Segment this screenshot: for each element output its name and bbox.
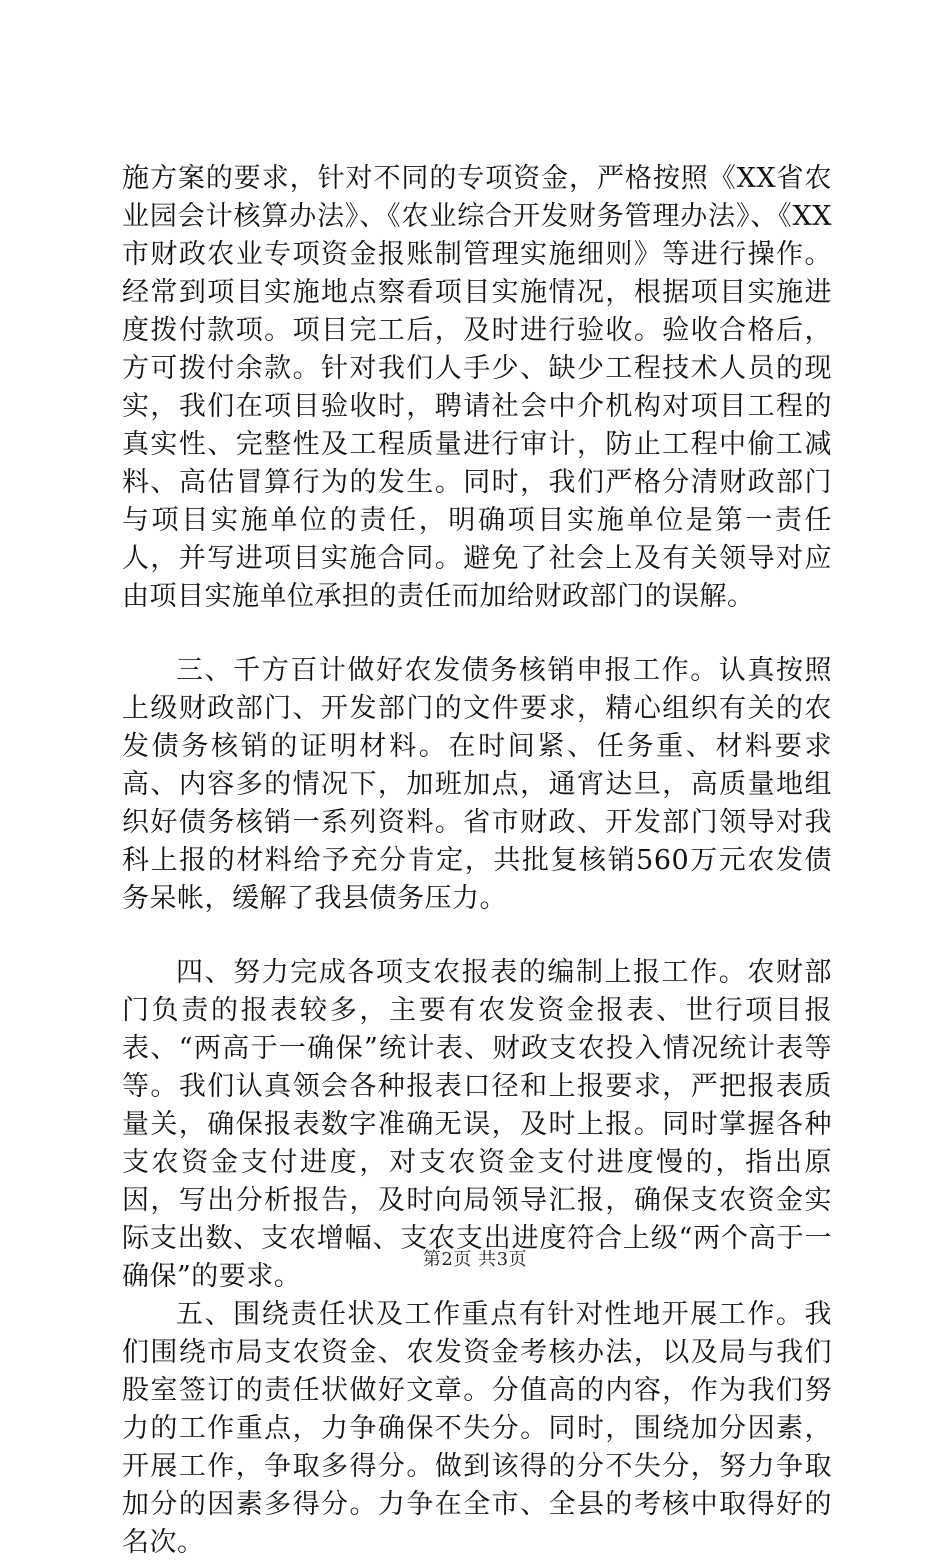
- paragraph-section-four: 四、努力完成各项支农报表的编制上报工作。农财部门负责的报表较多，主要有农发资金报表、世行项目报表、“两高于一确保”统计表、财政支农投入情况统计表等等。我们认真领会各种报表口径和上报要求，严把报表质量关，确保报表数字准确无误，及时上报。同时掌握各种支农资金支付进度，对支农资金支付进度慢的，指出原因，写出分析报告，及时向局领导汇报，确保支农资金实际支出数、支农增幅、支农支出进度符合上级“两个高于一确保”的要求。: [122, 957, 832, 1292]
- paragraph-spacer: [122, 918, 832, 954]
- paragraph-spacer: [122, 616, 832, 652]
- paragraph-section-five: 五、围绕责任状及工作重点有针对性地开展工作。我们围绕市局支农资金、农发资金考核办法，以及局与我们股室签订的责任状做好文章。分值高的内容，作为我们努力的工作重点，力争确保不失分。同时，围绕加分因素，开展工作，争取多得分。做到该得的分不失分，努力争取加分的因素多得分。力争在全市、全县的考核中取得好的名次。: [122, 1299, 832, 1558]
- paragraph-continuation: 施方案的要求，针对不同的专项资金，严格按照《XX省农业园会计核算办法》、《农业综合开发财务管理办法》、《XX市财政农业专项资金报账制管理实施细则》等进行操作。经常到项目实施地点察看项目实施情况，根据项目实施进度拨付款项。项目完工后，及时进行验收。验收合格后，方可拨付余款。针对我们人手少、缺少工程技术人员的现实，我们在项目验收时，聘请社会中介机构对项目工程的真实性、完整性及工程质量进行审计，防止工程中偷工减料、高估冒算行为的发生。同时，我们严格分清财政部门与项目实施单位的责任，明确项目实施单位是第一责任人，并写进项目实施合同。避免了社会上及有关领导对应由项目实施单位承担的责任而加给财政部门的误解。: [122, 163, 832, 612]
- page-number-footer: 第2页 共3页: [422, 1249, 528, 1270]
- document-body: [122, 160, 832, 1562]
- paragraph-section-three: 三、千方百计做好农发债务核销申报工作。认真按照上级财政部门、开发部门的文件要求，精心组织有关的农发债务核销的证明材料。在时间紧、任务重、材料要求高、内容多的情况下，加班加点，通宵达旦，高质量地组织好债务核销一系列资料。省市财政、开发部门领导对我科上报的材料给予充分肯定，共批复核销560万元农发债务呆帐，缓解了我县债务压力。: [122, 655, 832, 914]
